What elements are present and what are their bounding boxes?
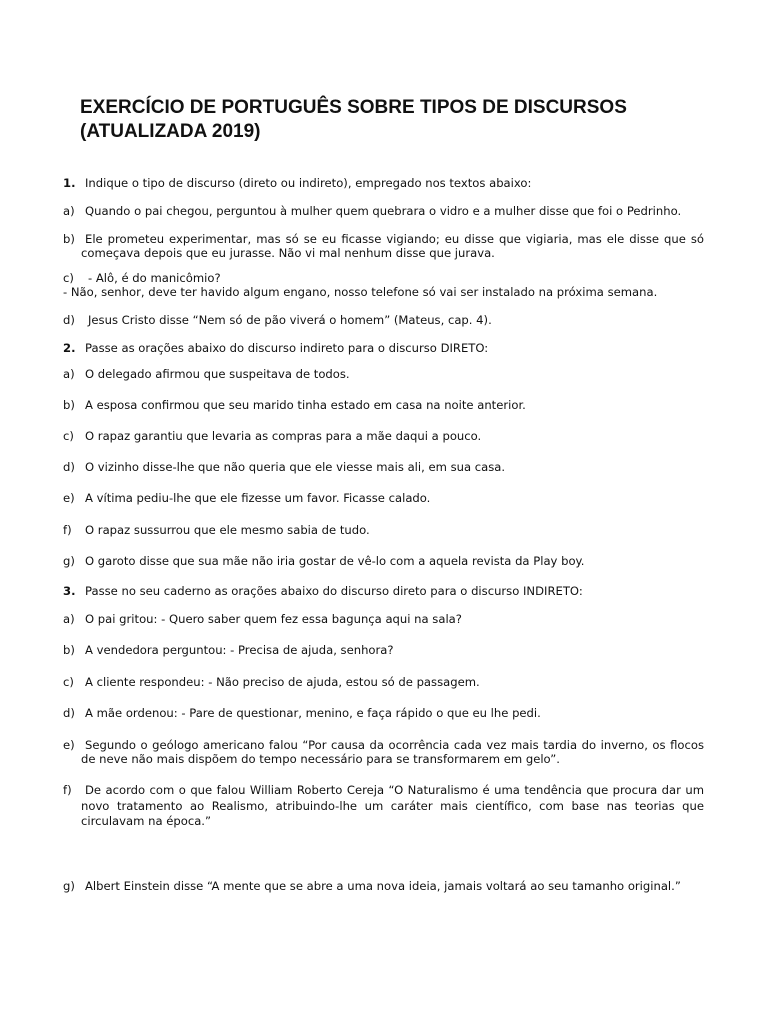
item-marker: d)	[63, 460, 75, 474]
item-marker: g)	[63, 554, 75, 568]
page-title	[80, 96, 720, 144]
title-line-2: (ATUALIZADA 2019)	[80, 121, 261, 142]
item-marker: b)	[63, 232, 75, 246]
item-marker: b)	[63, 643, 75, 657]
question-number: 3.	[63, 584, 76, 598]
question-number: 1.	[63, 176, 76, 190]
title-line-1: EXERCÍCIO DE PORTUGUÊS SOBRE TIPOS DE DISCURSOS	[80, 97, 627, 118]
question-number: 2.	[63, 341, 76, 355]
item-text-line-1: Ele prometeu experimentar, mas só se eu ficasse vigiando; eu disse que vigiaria, mas ele disse que só	[85, 232, 704, 246]
item-text: A vendedora perguntou: - Precisa de ajuda, senhora?	[85, 643, 394, 657]
item-marker: d)	[63, 313, 75, 327]
item-marker: a)	[63, 204, 75, 218]
item-text: O rapaz sussurrou que ele mesmo sabia de tudo.	[85, 523, 370, 537]
item-text-line-3: circulavam na época.”	[81, 814, 211, 828]
question-prompt: Indique o tipo de discurso (direto ou indireto), empregado nos textos abaixo:	[85, 176, 532, 190]
item-text-line-2: - Não, senhor, deve ter havido algum engano, nosso telefone só vai ser instalado na próxima semana.	[63, 285, 658, 299]
question-prompt: Passe no seu caderno as orações abaixo do discurso direto para o discurso INDIRETO:	[85, 584, 583, 598]
item-marker: g)	[63, 879, 75, 893]
item-marker: b)	[63, 398, 75, 412]
item-text-line-1: Segundo o geólogo americano falou “Por causa da ocorrência cada vez mais tardia do inverno, os flocos	[85, 738, 704, 752]
item-text: O vizinho disse-lhe que não queria que ele viesse mais ali, em sua casa.	[85, 460, 506, 474]
item-text: Jesus Cristo disse “Nem só de pão viverá o homem” (Mateus, cap. 4).	[88, 313, 492, 327]
item-text: O garoto disse que sua mãe não iria gostar de vê-lo com a aquela revista da Play boy.	[85, 554, 585, 568]
item-marker: c)	[63, 675, 74, 689]
item-text-line-1: De acordo com o que falou William Roberto Cereja “O Naturalismo é uma tendência que procura dar um	[85, 783, 704, 797]
item-text: O rapaz garantiu que levaria as compras para a mãe daqui a pouco.	[85, 429, 482, 443]
item-text: A esposa confirmou que seu marido tinha estado em casa na noite anterior.	[85, 398, 526, 412]
item-text-line-2: começava depois que eu jurasse. Não vi mal nenhum disse que jurava.	[81, 246, 495, 260]
item-text: A vítima pediu-lhe que ele fizesse um favor. Ficasse calado.	[85, 491, 431, 505]
item-text: A mãe ordenou: - Pare de questionar, menino, e faça rápido o que eu lhe pedi.	[85, 706, 541, 720]
item-text: O delegado afirmou que suspeitava de todos.	[85, 367, 350, 381]
item-text: O pai gritou: - Quero saber quem fez essa bagunça aqui na sala?	[85, 612, 462, 626]
item-text-line-2: de neve não mais dispõem do tempo necessário para se transformarem em gelo”.	[81, 752, 560, 766]
item-marker: c)	[63, 429, 74, 443]
item-text-line-1: - Alô, é do manicômio?	[88, 271, 221, 285]
item-text: Albert Einstein disse “A mente que se abre a uma nova ideia, jamais voltará ao seu tamanho original.”	[85, 879, 681, 893]
item-marker: d)	[63, 706, 75, 720]
item-text: A cliente respondeu: - Não preciso de ajuda, estou só de passagem.	[85, 675, 480, 689]
item-text-line-2: novo tratamento ao Realismo, atribuindo-lhe um caráter mais científico, com base nas teorias que	[81, 799, 704, 813]
item-marker: f)	[63, 523, 72, 537]
question-prompt: Passe as orações abaixo do discurso indireto para o discurso DIRETO:	[85, 341, 489, 355]
item-marker: e)	[63, 738, 75, 752]
item-marker: a)	[63, 612, 75, 626]
item-marker: c)	[63, 271, 74, 285]
item-marker: f)	[63, 783, 72, 797]
item-marker: a)	[63, 367, 75, 381]
item-marker: e)	[63, 491, 75, 505]
item-text: Quando o pai chegou, perguntou à mulher quem quebrara o vidro e a mulher disse que foi o Pedrinho.	[85, 204, 682, 218]
